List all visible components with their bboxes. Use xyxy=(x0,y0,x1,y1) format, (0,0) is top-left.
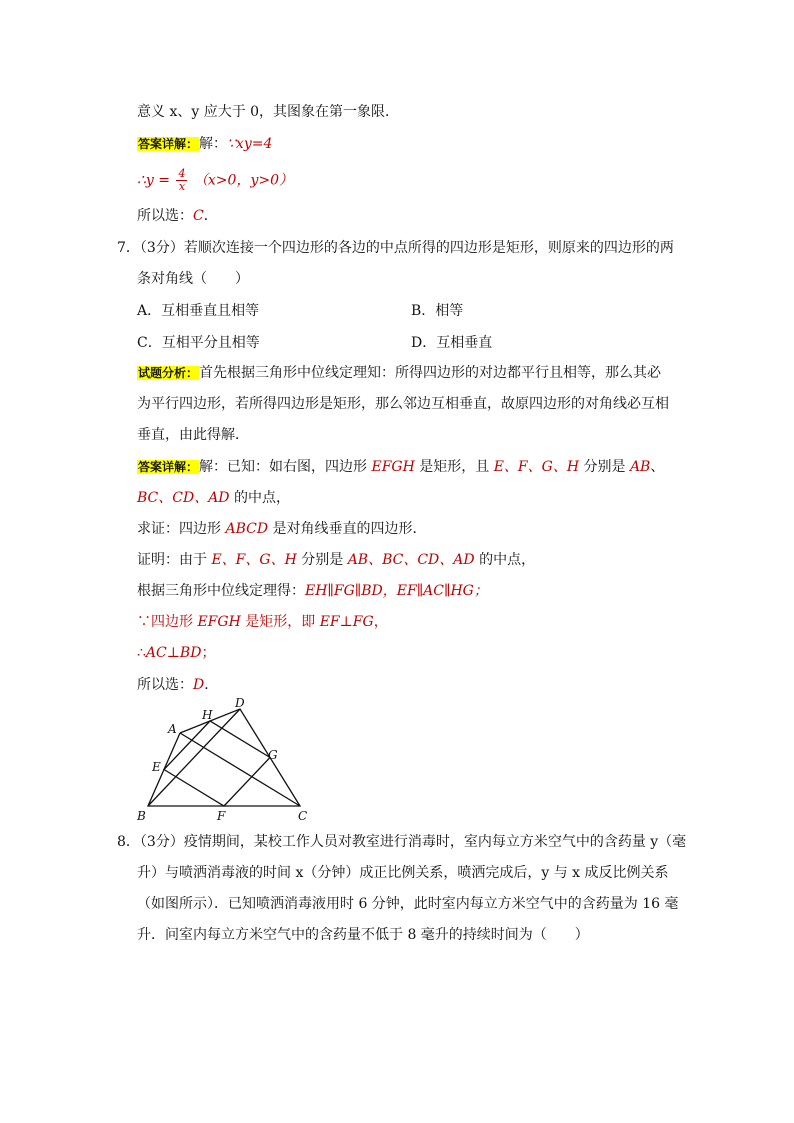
answer-text: ∴ xyxy=(137,645,146,661)
choose-label: 所以选： xyxy=(137,677,193,693)
choose-label: 所以选： xyxy=(137,208,193,224)
diagonal-bd xyxy=(148,709,240,806)
q7-stem-line2: 条对角线（ ） xyxy=(137,271,249,287)
math-term: AC⊥BD xyxy=(145,645,202,661)
answer-text: 、 xyxy=(650,459,665,475)
question-stem: （3分）若顺次连接一个四边形的各边的中点所得的四边形是矩形，则原来的四边形的两 xyxy=(139,240,674,256)
q6-explanation-line: 意义 x、y 应大于 0，其图象在第一象限． xyxy=(137,104,400,120)
option-b[interactable]: B．相等 xyxy=(411,303,464,319)
analysis-tag: 试题分析： xyxy=(138,366,199,380)
q7-answer-line1 xyxy=(137,457,664,477)
math-term: EH∥FG∥BD，EF∥AC∥HG； xyxy=(305,583,488,599)
answer-text: 是矩形，且 xyxy=(414,459,494,475)
math-term: E、F、G、H xyxy=(493,459,580,475)
answer-text: 分别是 xyxy=(296,552,348,568)
prove-line xyxy=(137,519,427,539)
choose-end: ． xyxy=(204,677,219,693)
choose-end: ． xyxy=(203,208,218,224)
analysis-text: 首先根据三角形中位线定理知：所得四边形的对边都平行且相等，那么其必 xyxy=(199,365,662,381)
math-term: E、F、G、H xyxy=(211,552,297,568)
q7-stem-line1 xyxy=(117,238,674,258)
answer-text: 求证：四边形 xyxy=(137,521,226,537)
q8-line4: 升．问室内每立方米空气中的含药量不低于 8 毫升的持续时间为（ ） xyxy=(137,927,589,943)
answer-tag: 答案详解： xyxy=(138,137,199,151)
answer-text: 是矩形，即 xyxy=(240,614,320,630)
label-e: E xyxy=(152,760,161,774)
label-b: B xyxy=(137,809,146,823)
q7-choose-line xyxy=(137,675,218,695)
analysis-line3: 垂直，由此得解． xyxy=(137,427,249,443)
q8-line2: 升）与喷洒消毒液的时间 x（分钟）成正比例关系，喷洒完成后，y 与 x 成反比例关系 xyxy=(137,865,669,881)
therefore-prefix: ∴y = xyxy=(137,172,170,189)
answer-text: ∵四边形 xyxy=(137,614,198,630)
answer-text: 根据三角形中位线定理得： xyxy=(137,583,305,599)
fraction-numerator: 4 xyxy=(178,167,186,180)
math-term: ABCD xyxy=(225,521,269,537)
option-a[interactable]: A．互相垂直且相等 xyxy=(137,303,260,319)
q6-therefore-line xyxy=(137,168,293,193)
choose-value: C xyxy=(193,208,204,224)
perpendicular-line xyxy=(137,643,215,663)
answer-text: ， xyxy=(373,614,388,630)
label-h: H xyxy=(202,708,213,722)
question-number: 7． xyxy=(117,240,140,256)
math-term: EFGH xyxy=(371,459,415,475)
label-d: D xyxy=(235,696,245,710)
analysis-line1 xyxy=(137,363,661,383)
answer-equation: ∵xy=4 xyxy=(227,136,273,152)
option-d[interactable]: D．互相垂直 xyxy=(411,335,493,351)
therefore-suffix: （x>0，y>0） xyxy=(193,172,293,189)
answer-text: 分别是 xyxy=(579,459,630,475)
answer-text: ； xyxy=(201,645,216,661)
answer-text: 的中点， xyxy=(229,490,290,506)
question-stem: （3分）疫情期间，某校工作人员对教室进行消毒时，室内每立方米空气中的含药量 y（毫 xyxy=(139,834,687,850)
label-g: G xyxy=(268,748,278,762)
label-c: C xyxy=(298,809,308,823)
label-f: F xyxy=(217,809,226,823)
answer-prefix: 解： xyxy=(199,136,228,152)
q8-line1 xyxy=(117,832,686,852)
q6-answer-line xyxy=(137,134,272,154)
math-term: AB xyxy=(629,459,651,475)
answer-tag: 答案详解： xyxy=(138,460,199,474)
answer-text: 是对角线垂直的四边形． xyxy=(268,521,427,537)
diagonal-ac xyxy=(180,733,300,806)
option-c[interactable]: C．互相平分且相等 xyxy=(137,335,260,351)
answer-text: 的中点， xyxy=(474,552,536,568)
choose-value: D xyxy=(193,677,205,693)
math-term: BC、CD、AD xyxy=(137,490,230,506)
math-term: EF⊥FG xyxy=(319,614,374,630)
fraction xyxy=(176,168,187,193)
math-term: EFGH xyxy=(197,614,241,630)
q6-choose-line xyxy=(137,206,218,226)
fraction-denominator: x xyxy=(178,180,186,193)
math-term: AB、BC、CD、AD xyxy=(347,552,475,568)
midline-theorem-line xyxy=(137,581,488,601)
q7-answer-line2 xyxy=(137,488,290,508)
analysis-line2: 为平行四边形，若所得四边形是矩形，那么邻边互相垂直，故原四边形的对角线必互相 xyxy=(137,396,669,412)
label-a: A xyxy=(168,722,177,736)
quadrilateral-figure xyxy=(132,695,332,825)
question-number: 8． xyxy=(117,834,140,850)
q8-line3: （如图所示）．已知喷洒消毒液用时 6 分钟，此时室内每立方米空气中的含药量为 16 毫 xyxy=(137,896,679,912)
answer-text: 解：已知：如右图，四边形 xyxy=(199,459,372,475)
answer-text: 证明：由于 xyxy=(137,552,212,568)
rectangle-line xyxy=(137,612,388,632)
proof-line xyxy=(137,550,535,570)
